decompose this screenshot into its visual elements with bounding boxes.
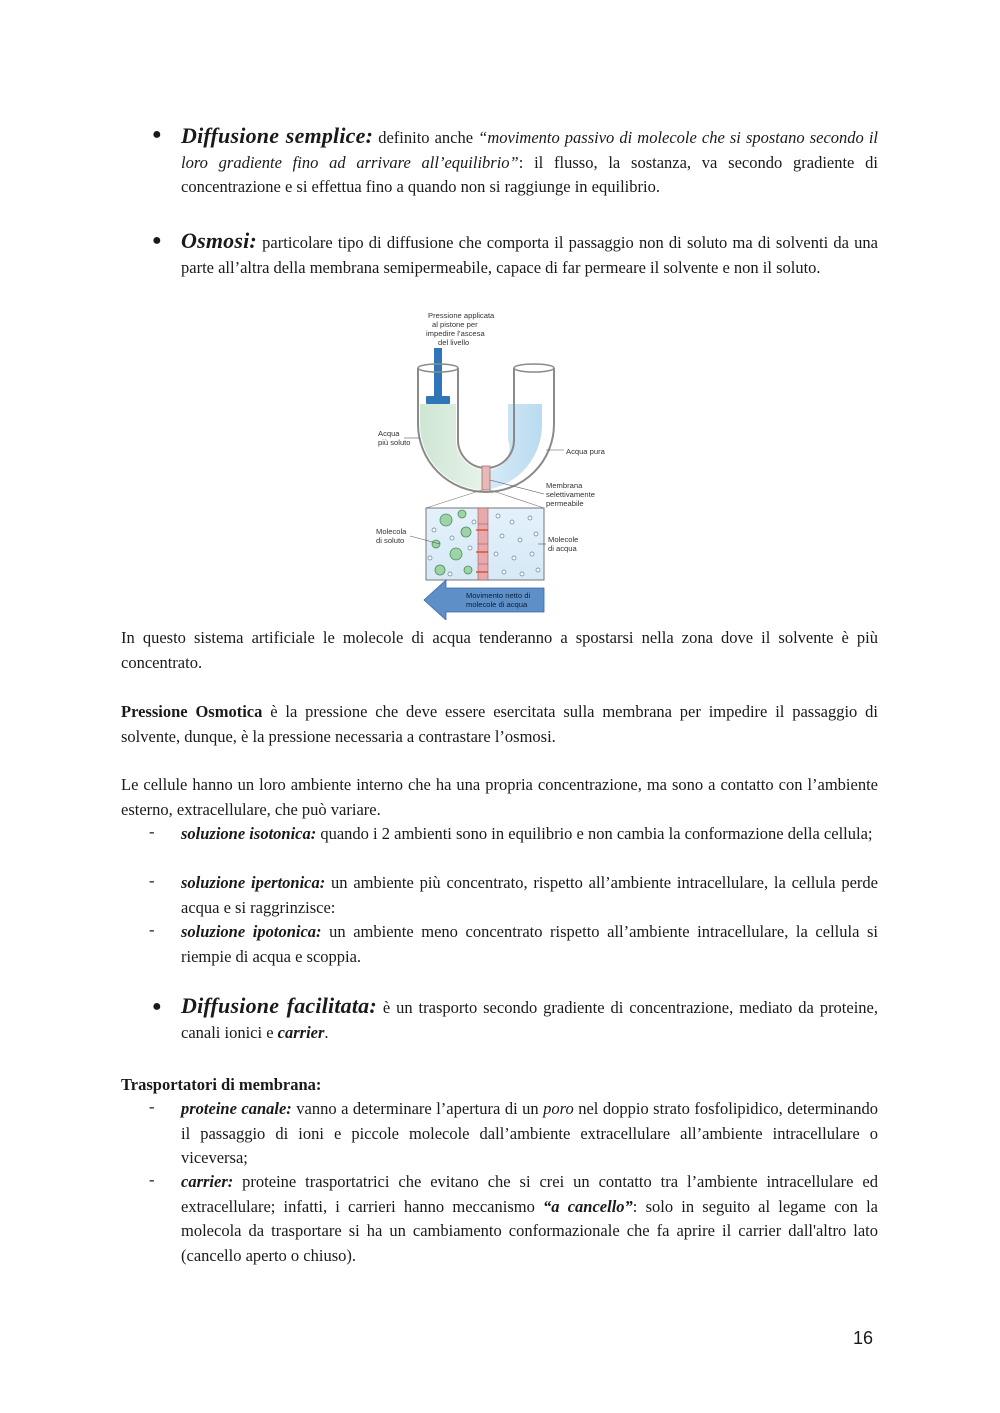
svg-text:al pistone per: al pistone per xyxy=(432,320,478,329)
svg-text:di soluto: di soluto xyxy=(376,536,405,545)
dash-marker: - xyxy=(149,1170,155,1189)
bullet-osmosi xyxy=(181,229,878,280)
quote: “movimento passivo di molecole che si spostano secondo il loro gradiente fino ad arrivare all’equilibrio” xyxy=(181,128,879,172)
list-item-ipertonica xyxy=(181,871,878,920)
text: particolare tipo di diffusione che comporta il passaggio non di soluto ma di solventi da una parte all’altra della membrana semipermeabile, capace di far permeare il solvente e non il soluto. xyxy=(181,233,878,277)
svg-text:Acqua pura: Acqua pura xyxy=(566,447,605,456)
svg-text:impedire l’ascesa: impedire l’ascesa xyxy=(426,329,485,338)
text: definito anche xyxy=(373,128,479,147)
svg-text:Movimento netto di: Movimento netto di xyxy=(466,591,531,600)
term-title: Osmosi: xyxy=(181,228,257,253)
dash-marker: - xyxy=(149,1097,155,1116)
svg-text:selettivamente: selettivamente xyxy=(546,490,595,499)
dash-marker: - xyxy=(149,822,155,841)
list-item-proteine-canale xyxy=(181,1097,878,1171)
bullet-dot: ● xyxy=(152,998,162,1015)
svg-text:molecole di acqua: molecole di acqua xyxy=(466,600,528,609)
list-item-ipotonica xyxy=(181,920,878,969)
svg-text:permeabile: permeabile xyxy=(546,499,584,508)
membrane-in-tube xyxy=(482,466,490,490)
bullet-diffusione-semplice xyxy=(181,124,878,200)
text-end: . xyxy=(324,1022,329,1042)
text: quando i 2 ambienti sono in equilibrio e non cambia la conformazione della cellula; xyxy=(316,824,873,843)
term: soluzione isotonica: xyxy=(181,824,317,843)
heading-text: Trasportatori di membrana: xyxy=(121,1075,322,1094)
svg-text:Pressione applicata: Pressione applicata xyxy=(428,311,495,320)
term: proteine canale: xyxy=(181,1099,292,1118)
paragraph-pressione-osmotica xyxy=(121,700,878,749)
paragraph-sistema: In questo sistema artificiale le molecole di acqua tenderanno a spostarsi nella zona dove il solvente è più concentrato. xyxy=(121,628,878,672)
text: è un trasporto secondo gradiente di concentrazione, mediato da proteine, canali ionici e xyxy=(181,998,878,1042)
term-title: Diffusione facilitata: xyxy=(181,993,377,1018)
term: soluzione ipotonica: xyxy=(181,922,322,941)
bullet-diffusione-facilitata xyxy=(181,994,878,1045)
piston-rod xyxy=(434,348,442,398)
dash-marker: - xyxy=(149,871,155,890)
term-title: Diffusione semplice: xyxy=(181,123,374,148)
svg-text:di acqua: di acqua xyxy=(548,544,577,553)
text: : solo in seguito al legame con la molecola da trasportare si ha un cambiamento conformazionale che fa aprire il carrier dall'altro lato (cancello aperto o chiuso). xyxy=(181,1196,878,1265)
term: soluzione ipertonica: xyxy=(181,873,326,892)
term: carrier: xyxy=(181,1172,234,1191)
text: nel doppio strato fosfolipidico, determinando il passaggio di ioni e piccole molecole dall’ambiente extracellulare all’ambiente intracellulare o viceversa; xyxy=(181,1099,878,1167)
text: proteine trasportatrici che evitano che si crei un contatto tra l’ambiente intracellulare ed extracellulare; infatti, i carrieri hanno meccanismo xyxy=(181,1172,878,1216)
text: vanno a determinare l’apertura di un xyxy=(291,1099,544,1118)
osmosis-figure xyxy=(370,308,615,620)
dash-marker: - xyxy=(149,920,155,939)
text: un ambiente più concentrato, rispetto all’ambiente intracellulare, la cellula perde acqua e si raggrinzisce: xyxy=(181,873,878,917)
heading-trasportatori xyxy=(121,1073,878,1098)
list-item-isotonica xyxy=(181,822,878,847)
svg-text:Molecola: Molecola xyxy=(376,527,407,536)
piston-head xyxy=(426,396,450,404)
carrier-term: carrier xyxy=(277,1022,325,1042)
term: Pressione Osmotica xyxy=(121,702,263,721)
poro-term: poro xyxy=(543,1099,574,1118)
bullet-dot: ● xyxy=(152,232,162,249)
text: è la pressione che deve essere esercitata sulla membrana per impedire il passaggio di solvente, dunque, è la pressione necessaria a contrastare l’osmosi. xyxy=(121,702,878,746)
list-item-carrier xyxy=(181,1170,878,1268)
page-number: 16 xyxy=(853,1328,874,1348)
paragraph-cellule: Le cellule hanno un loro ambiente interno che ha una propria concentrazione, ma sono a contatto con l’ambiente esterno, extracellulare, che può variare. xyxy=(121,775,878,819)
svg-text:più soluto: più soluto xyxy=(378,438,411,447)
text: un ambiente meno concentrato rispetto all’ambiente intracellulare, la cellula si riempie di acqua e scoppia. xyxy=(181,922,878,966)
text: : il flusso, la sostanza, va secondo gradiente di concentrazione e si effettua fino a quando non si raggiunge in equilibrio. xyxy=(181,152,878,196)
svg-text:Molecole: Molecole xyxy=(548,535,579,544)
bullet-dot: ● xyxy=(152,126,162,143)
osmosis-diagram xyxy=(370,308,615,620)
svg-text:del livello: del livello xyxy=(438,338,470,347)
cancello-quote: “a cancello” xyxy=(543,1196,633,1216)
svg-text:Acqua: Acqua xyxy=(378,429,400,438)
svg-text:Membrana: Membrana xyxy=(546,481,583,490)
